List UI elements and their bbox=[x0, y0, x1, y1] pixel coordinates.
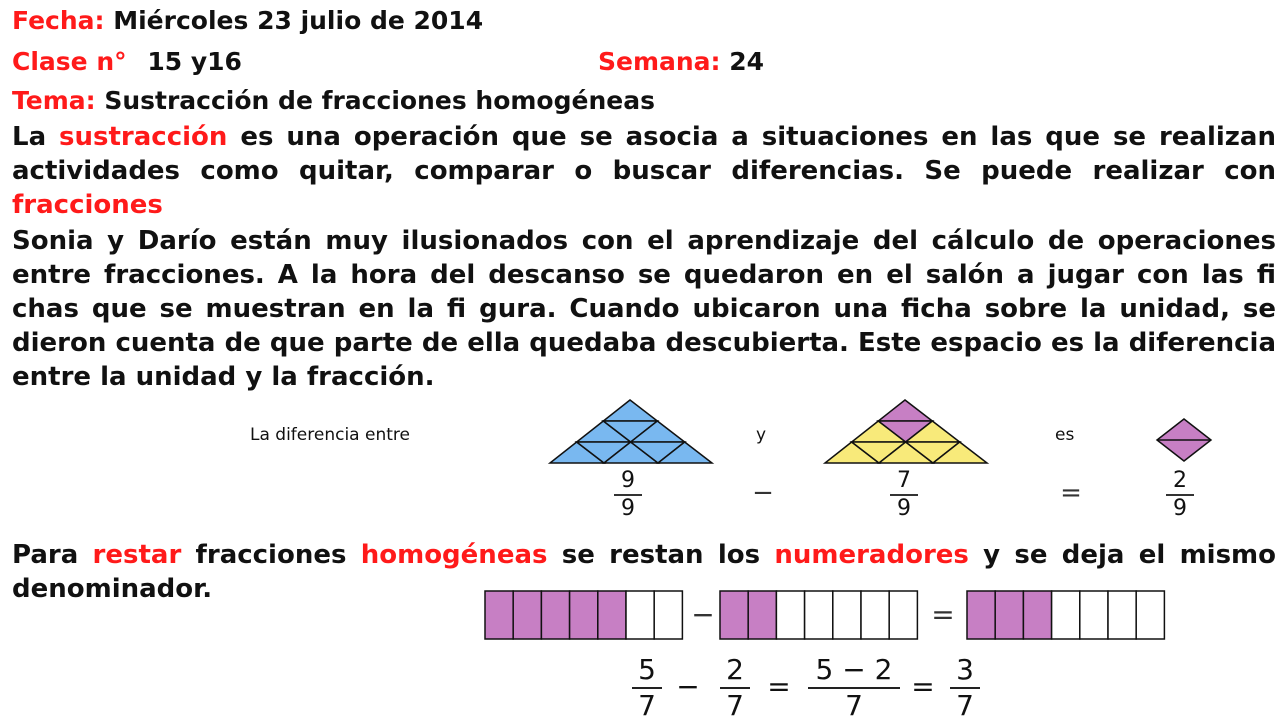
purple-rhombus-two-ninths bbox=[1157, 419, 1211, 461]
rule-text-4: y se deja el mismo denominador. bbox=[12, 540, 1277, 604]
fraction-numerator: 2 bbox=[1173, 468, 1187, 493]
equation-fraction-2-7 bbox=[718, 655, 752, 721]
story-paragraph: Sonia y Darío están muy ilusionados con el aprendizaje del cálculo de operaciones entre fracciones. A la hora del descanso se quedaron en el salón a jugar con las fi chas que se muestran en la fi gura. Cuando ubicaron una ficha sobre la unidad, se dieron cuenta de que parte de ella quedaba descubierta. Este espacio es la diferencia entre la unidad y la fracción. bbox=[12, 226, 1276, 392]
fraction-denominator: 7 bbox=[726, 689, 744, 722]
figure-label-es: es bbox=[1055, 425, 1075, 445]
fraction-numerator: 7 bbox=[897, 468, 911, 493]
equation-fraction-5-minus-2-over-7 bbox=[806, 655, 902, 721]
clase-label: Clase n° bbox=[12, 47, 127, 76]
tema-label: Tema: bbox=[12, 86, 96, 115]
rule-keyword-homogeneas: homogéneas bbox=[360, 540, 548, 570]
rule-text-1: Para bbox=[12, 540, 93, 570]
equation-equals-sign-2: = bbox=[911, 670, 935, 703]
fraction-numerator: 5 − 2 bbox=[815, 653, 893, 686]
fraction-numerator: 5 bbox=[638, 653, 656, 686]
equation-fraction-3-7 bbox=[948, 655, 982, 721]
small-triangle bbox=[603, 400, 657, 421]
intro-keyword-sustraccion: sustracción bbox=[59, 122, 228, 152]
equation-minus-sign: − bbox=[676, 670, 700, 703]
semana-value: 24 bbox=[729, 47, 765, 76]
fraction-numerator: 9 bbox=[621, 468, 635, 493]
fecha-label: Fecha: bbox=[12, 6, 105, 35]
fraction-denominator: 7 bbox=[956, 689, 974, 722]
rule-text-3: se restan los bbox=[547, 540, 775, 570]
fraction-denominator: 7 bbox=[638, 689, 656, 722]
bars-equals-sign: = bbox=[931, 598, 955, 631]
rule-keyword-restar: restar bbox=[92, 540, 182, 570]
fraction-denominator: 7 bbox=[845, 689, 863, 722]
intro-text-1: La bbox=[12, 122, 60, 152]
figure-equals-sign: = bbox=[1060, 478, 1082, 508]
equation-equals-sign-1: = bbox=[767, 670, 791, 703]
fecha-value: Miércoles 23 julio de 2014 bbox=[113, 6, 484, 35]
figure-label-diferencia: La diferencia entre bbox=[250, 425, 410, 445]
fraction-numerator: 2 bbox=[726, 653, 744, 686]
fraction-denominator: 9 bbox=[897, 496, 911, 521]
fraction-numerator: 3 bbox=[956, 653, 974, 686]
intro-keyword-fracciones: fracciones bbox=[12, 190, 163, 220]
yellow-triangle-seven-ninths bbox=[825, 400, 987, 463]
clase-value: 15 y16 bbox=[147, 47, 242, 76]
bars-minus-sign: − bbox=[691, 598, 715, 631]
semana-label: Semana: bbox=[598, 47, 721, 76]
fraction-denominator: 9 bbox=[621, 496, 635, 521]
equation-fraction-5-7 bbox=[630, 655, 664, 721]
blue-triangle-nine-ninths bbox=[550, 400, 712, 463]
figure-minus-sign: − bbox=[752, 478, 774, 508]
small-triangle bbox=[878, 400, 932, 421]
fraction-denominator: 9 bbox=[1173, 496, 1187, 521]
tema-value: Sustracción de fracciones homogéneas bbox=[104, 86, 655, 115]
rule-text-2: fracciones bbox=[181, 540, 361, 570]
intro-text-2: es una operación que se asocia a situaciones en las que se realizan actividades como quitar, comparar o buscar diferencias. Se puede realizar con bbox=[12, 122, 1276, 186]
rule-paragraph bbox=[12, 538, 1276, 606]
figure-label-y: y bbox=[756, 425, 767, 445]
rule-keyword-numeradores: numeradores bbox=[774, 540, 969, 570]
